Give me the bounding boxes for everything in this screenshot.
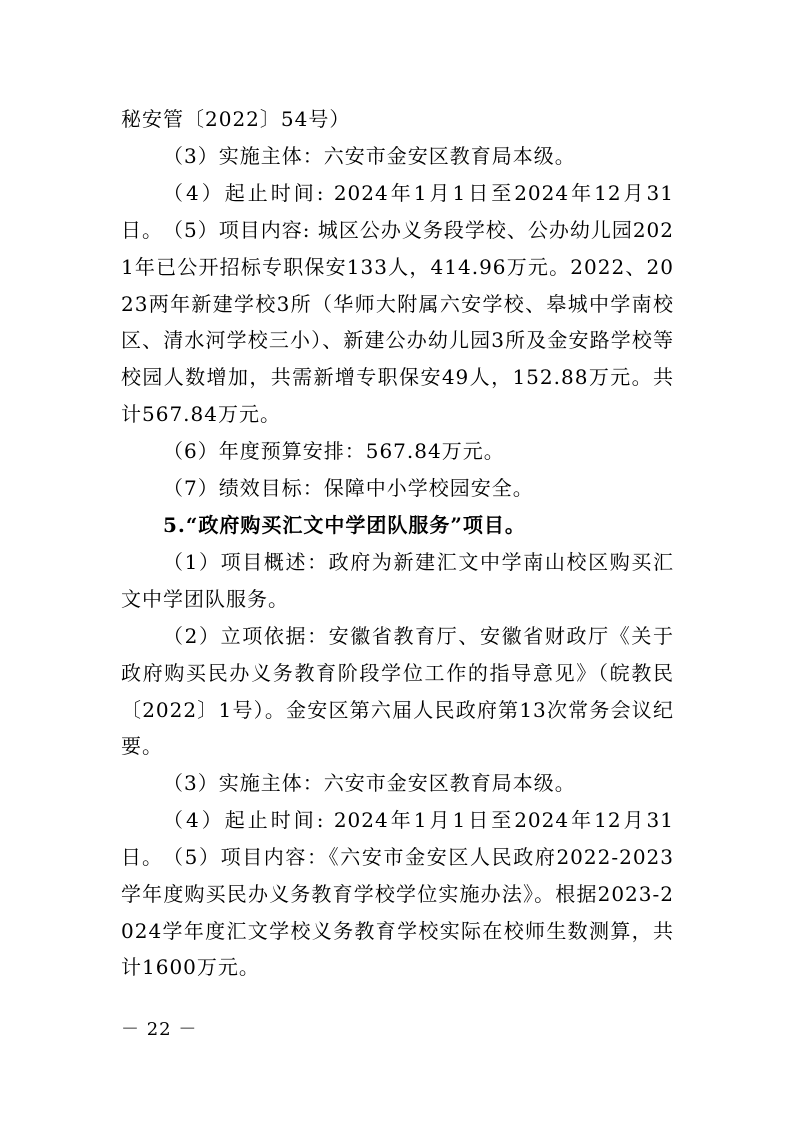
page-number: － 22 － (121, 1019, 198, 1040)
paragraph-project-basis: （2）立项依据：安徽省教育厅、安徽省财政厅《关于政府购买民办义务教育阶段学位工作的指导意见》（皖教民〔2022〕1号）。金安区第六届人民政府第13次常务会议纪要。 (121, 624, 674, 759)
paragraph-project-content: （5）项目内容: 城区公办义务段学校、公办幼儿园2021年已公开招标专职保安133人，414.96万元。2022、2023两年新建学校3所（华师大附属六安学校、皋城中学南校区、清水河学校三小）、新建公办幼儿园3所及金安路学校等校园人数增加，共需新增专职保安49人，152.88万元。共计567.84万元。 (121, 218, 674, 426)
paragraph-annual-budget: （6）年度预算安排：567.84万元。 (163, 439, 505, 463)
section-heading-project-5: 5.“政府购买汇文中学团队服务”项目。 (163, 513, 526, 537)
paragraph-performance-goal: （7）绩效目标：保障中小学校园安全。 (163, 476, 534, 500)
paragraph-project-overview: （1）项目概述：政府为新建汇文中学南山校区购买汇文中学团队服务。 (121, 550, 674, 611)
paragraph-implementing-body: （3）实施主体：六安市金安区教育局本级。 (163, 144, 576, 168)
paragraph-implementing-body-2: （3）实施主体：六安市金安区教育局本级。 (163, 771, 576, 795)
paragraph-project-content-2: （5）项目内容：《六安市金安区人民政府2022-2023学年度购买民办义务教育学校学位实施办法》。根据2023-2024学年度汇文学校义务教育学校实际在校师生数测算，共计1600万元。 (121, 845, 674, 980)
paragraph-time-period-2: （4）起止时间: 2024年1月1日至2024年12月31日。 (121, 808, 674, 869)
paragraph-time-period: （4）起止时间: 2024年1月1日至2024年12月31日。 (121, 181, 674, 242)
paragraph-continuation: 秘安管〔2022〕54号） (121, 107, 351, 131)
